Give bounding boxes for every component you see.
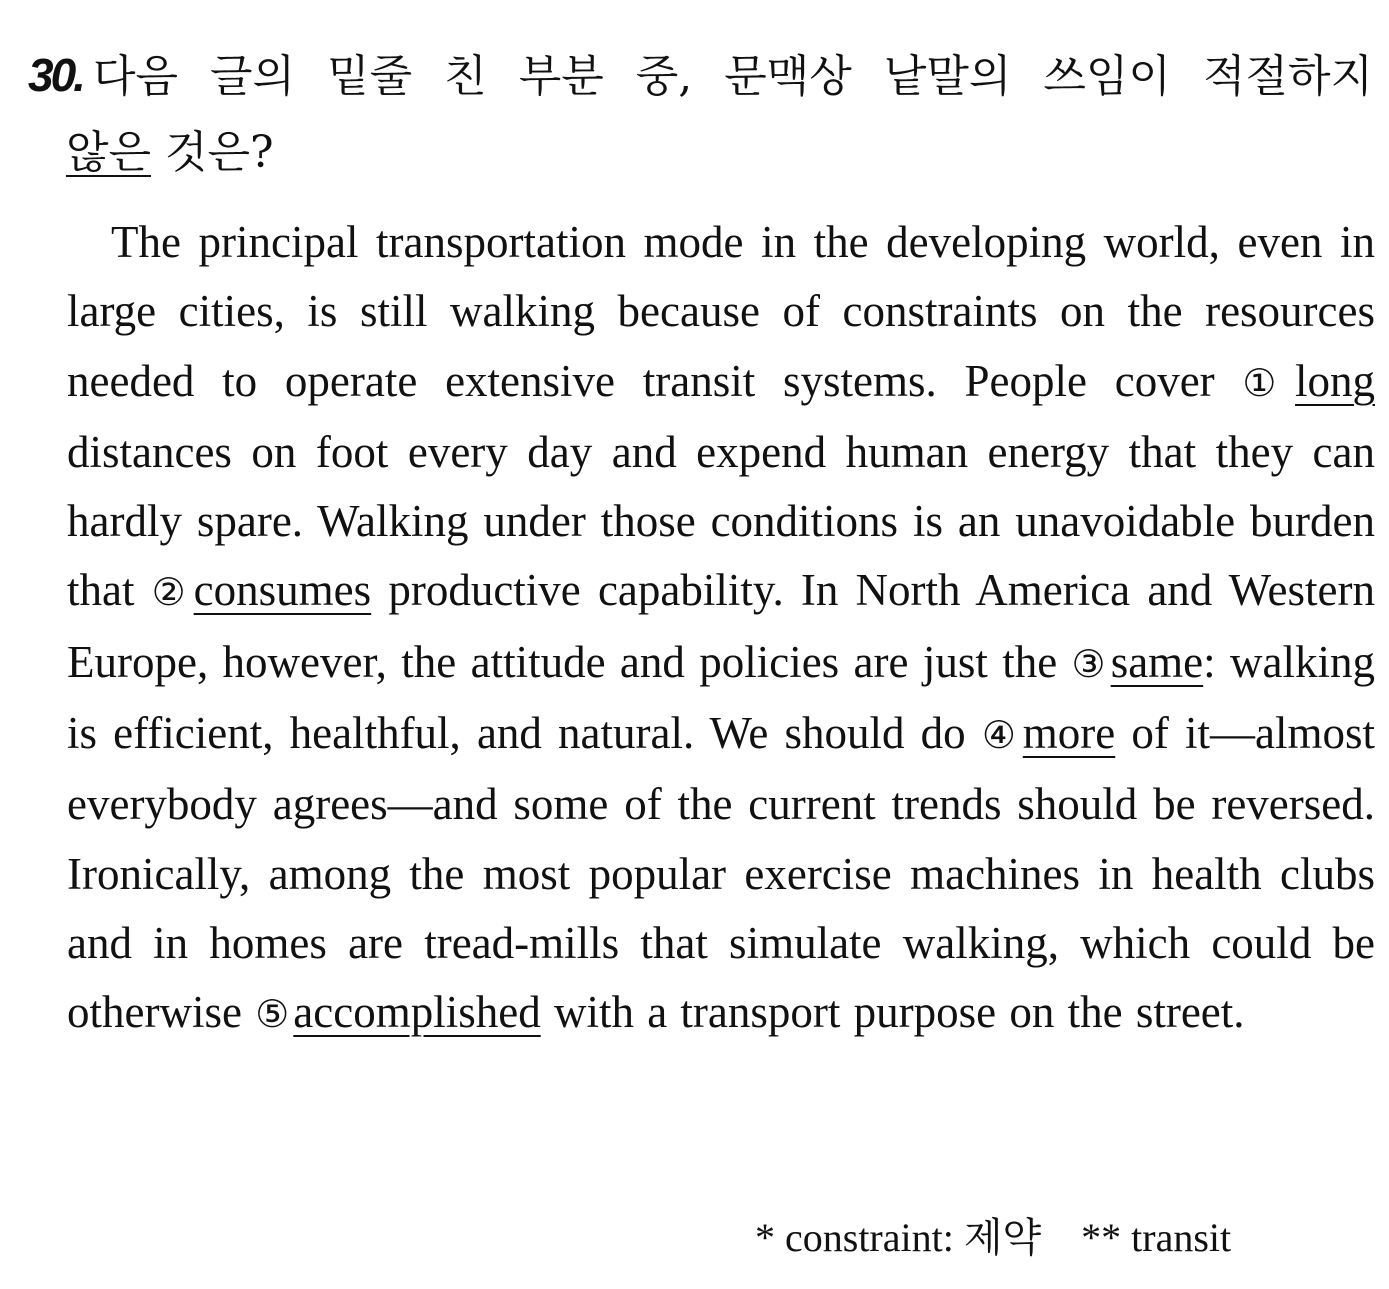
choice-word-5: accomplished — [293, 987, 541, 1038]
footnote-constraint: * constraint: 제약 — [755, 1215, 1042, 1260]
passage — [67, 208, 1375, 1050]
choice-marker-1: ① — [1242, 360, 1291, 405]
choice-word-2: consumes — [193, 565, 372, 616]
choice-word-3: same — [1110, 636, 1204, 687]
passage-text-4: : walking is efficient, healthful, and natural. We should do — [67, 636, 1375, 759]
question-prompt-line2 — [66, 118, 1373, 188]
footnote-transit: ** transit — [1081, 1215, 1232, 1260]
passage-text-1: The principal transportation mode in the developing world, even in large cities, is still walking because of constraints on the resources needed to operate extensive transit systems. People cover — [67, 217, 1375, 406]
question-prompt — [28, 40, 1373, 112]
footnotes — [755, 1210, 1231, 1266]
choice-marker-2: ② — [151, 570, 190, 615]
question-block — [28, 40, 1373, 188]
question-prompt-line1: 다음 글의 밑줄 친 부분 중, 문맥상 낱말의 쓰임이 적절하지 — [92, 51, 1374, 102]
choice-word-4: more — [1022, 708, 1116, 759]
passage-text-5: of it―almost everybody agrees―and some of the current trends should be reversed. Ironically, among the most popular exercise machines in health clubs and in homes are tread-mills that simulate walking, which could be otherwise — [67, 708, 1375, 1038]
choice-marker-4: ④ — [981, 713, 1019, 758]
question-number: 30. — [28, 49, 83, 101]
passage-text-3: productive capability. In North America and Western Europe, however, the attitude and policies are just the — [67, 565, 1375, 687]
passage-text-6: with a transport purpose on the street. — [540, 987, 1245, 1038]
question-prompt-end: 것은? — [151, 127, 274, 178]
choice-marker-5: ⑤ — [255, 992, 290, 1037]
question-emphasis: 않은 — [66, 127, 152, 178]
choice-marker-3: ③ — [1071, 641, 1107, 686]
choice-word-1: long — [1294, 355, 1375, 406]
passage-text-2: distances on foot every day and expend human energy that they can hardly spare. Walking under those conditions is an unavoidable burden that — [67, 426, 1375, 616]
